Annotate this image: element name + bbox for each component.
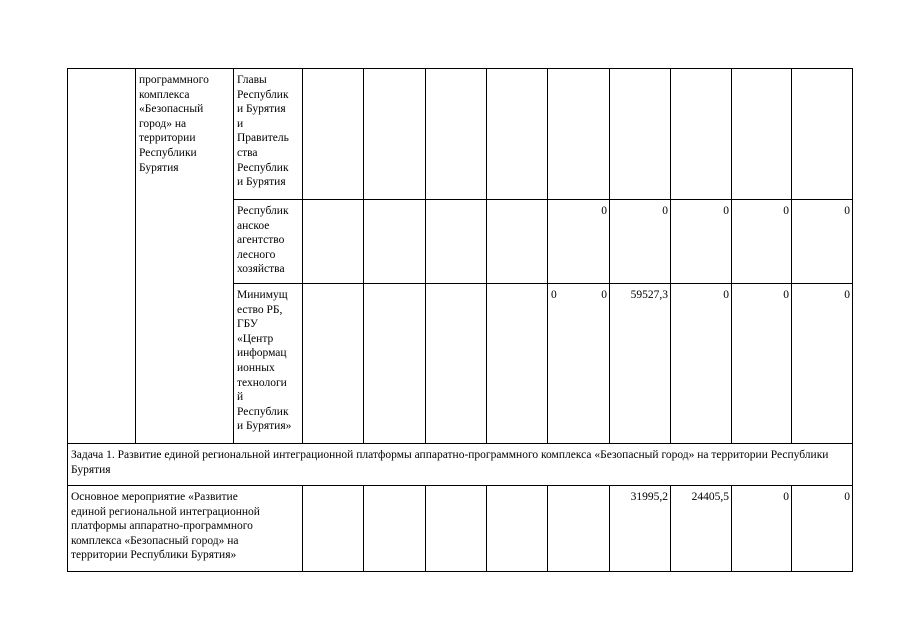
value-cell — [548, 284, 610, 444]
value-cell — [426, 284, 487, 444]
value-a: 0 — [551, 289, 557, 301]
executor-cell: Главы Республик и Бурятия и Правитель ства Республик и Бурятия — [234, 69, 303, 200]
value-cell: 0 — [610, 200, 671, 284]
table-row — [68, 486, 853, 572]
value-cell: 24405,5 — [671, 486, 732, 572]
value-cell — [732, 69, 792, 200]
empty-cell — [68, 69, 136, 444]
value-cell — [426, 69, 487, 200]
task-heading: Задача 1. Развитие единой региональной интеграционной платформы аппаратно-программного комплекса «Безопасный город» на территории Республики Бурятия — [68, 444, 853, 486]
value-cell: 0 — [732, 486, 792, 572]
budget-table — [67, 68, 853, 572]
value-cell — [487, 486, 548, 572]
value-cell — [364, 69, 426, 200]
value-cell — [792, 69, 853, 200]
value-cell — [303, 200, 364, 284]
value-cell: 0 — [792, 284, 853, 444]
value-cell — [548, 69, 610, 200]
value-cell: 0 — [792, 200, 853, 284]
value-cell — [426, 486, 487, 572]
value-cell — [364, 486, 426, 572]
value-cell — [303, 69, 364, 200]
value-cell: 31995,2 — [610, 486, 671, 572]
value-cell — [303, 284, 364, 444]
value-cell — [671, 69, 732, 200]
program-name-cell: программного комплекса «Безопасный город» на территории Республики Бурятия — [136, 69, 234, 444]
value-cell — [610, 69, 671, 200]
table-row — [68, 69, 853, 200]
value-cell — [426, 200, 487, 284]
value-cell — [364, 284, 426, 444]
value-cell — [487, 284, 548, 444]
value-cell: 0 — [732, 284, 792, 444]
value-cell — [303, 486, 364, 572]
executor-cell: Республик анское агентство лесного хозяйства — [234, 200, 303, 284]
value-cell: 59527,3 — [610, 284, 671, 444]
executor-cell: Минимущ ество РБ, ГБУ «Центр информац ионных технологи й Республик и Бурятия» — [234, 284, 303, 444]
table-row — [68, 444, 853, 486]
measure-name-cell: Основное мероприятие «Развитие единой региональной интеграционной платформы аппаратно-программного комплекса «Безопасный город» на территории Республики Бурятия» — [68, 486, 303, 572]
value-cell: 0 — [671, 200, 732, 284]
value-cell: 0 — [792, 486, 853, 572]
value-b: 0 — [601, 289, 607, 301]
value-cell — [487, 69, 548, 200]
value-cell: 0 — [732, 200, 792, 284]
value-cell: 0 — [548, 200, 610, 284]
value-cell — [364, 200, 426, 284]
value-cell — [487, 200, 548, 284]
value-cell: 0 — [671, 284, 732, 444]
value-cell — [548, 486, 610, 572]
